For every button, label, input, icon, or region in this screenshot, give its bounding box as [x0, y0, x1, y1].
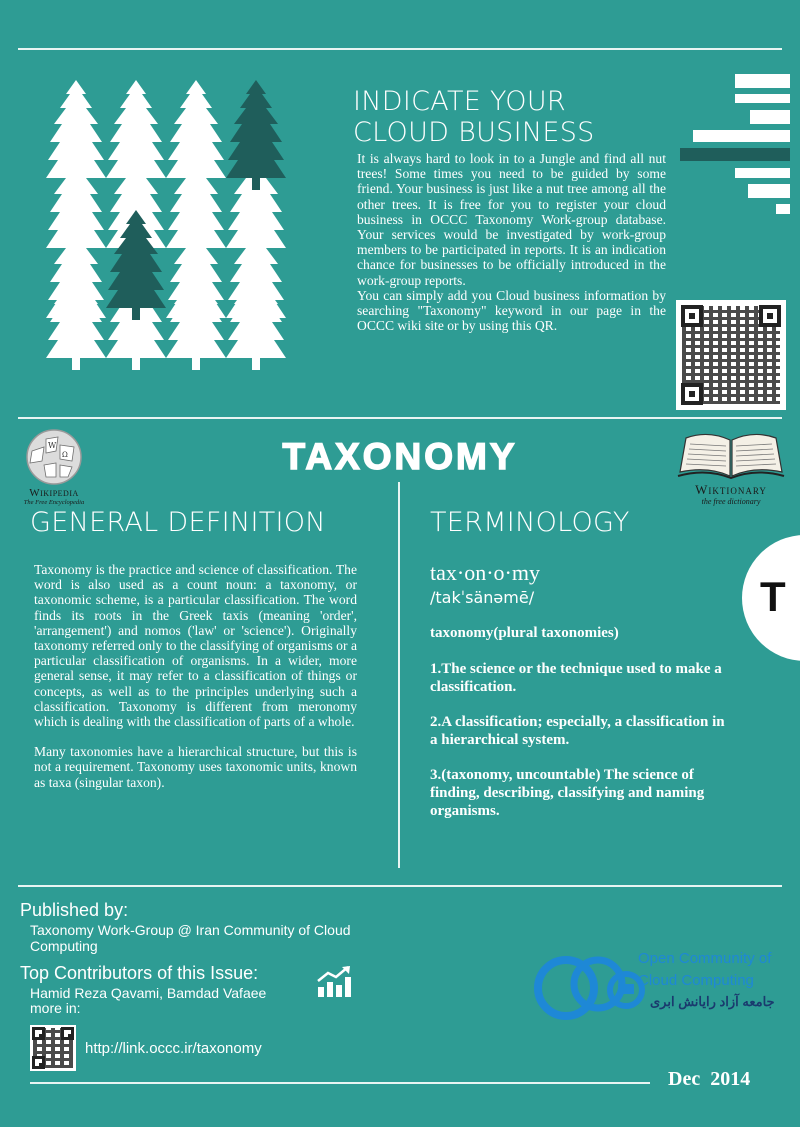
terminology-pronunciation: /takˈsänəmē/ [430, 588, 535, 607]
footer-link[interactable]: http://link.occc.ir/taxonomy [85, 1040, 262, 1057]
header-title-line1: INDICATE YOUR [353, 86, 566, 117]
letter-badge-text: T [760, 573, 786, 620]
svg-text:W: W [48, 441, 57, 450]
terminology-definition-1: 1.The science or the technique used to make a classification. [430, 661, 722, 695]
terminology-definitions [430, 660, 730, 820]
contributors-value: Hamid Reza Qavami, Bamdad Vafaee [30, 985, 267, 1001]
terminology-heading: TERMINOLOGY [430, 507, 630, 538]
intro-paragraph-1: It is always hard to look in to a Jungle and find all nut trees! Some times you need to be guided by some friend. Your business is just like a nut tree among all the other trees. It is free for you to register your cloud business in OCCC Taxonomy Work-group database. Your services would be investigated by work-group members to be participated in reports. It is an indication chance for businesses to be officially introduced in the work-group reports. [357, 151, 666, 288]
definition-heading: GENERAL DEFINITION [30, 507, 326, 538]
wikipedia-globe-icon [22, 427, 86, 487]
section-title: TAXONOMY [282, 436, 518, 477]
top-divider [18, 48, 782, 50]
published-label: Published by: [20, 900, 129, 920]
issue-date: Dec 2014 [668, 1068, 751, 1090]
contributors-label: Top Contributors of this Issue: [20, 963, 259, 983]
occc-logo-line2: Cloud Computing [638, 972, 754, 989]
wikipedia-name: Wikipedia [29, 487, 79, 499]
intro-paragraph-2: You can simply add you Cloud business information by searching "Taxonomy" keyword in our page in the OCCC wiki site or by using this QR. [357, 287, 666, 334]
svg-text:Ω: Ω [62, 451, 68, 459]
terminology-definition-2: 2.A classification; especially, a classification in a hierarchical system. [430, 714, 725, 748]
growth-chart-icon [316, 965, 354, 999]
definition-paragraph-2: Many taxonomies have a hierarchical structure, but this is not a requirement. Taxonomy uses taxonomic units, known as taxa (singular taxon). [34, 744, 357, 790]
wikipedia-tagline: The Free Encyclopedia [23, 499, 85, 506]
more-in-label: more in: [30, 1000, 81, 1016]
open-book-icon [676, 428, 786, 480]
terminology-word: tax·on·o·my [430, 560, 540, 585]
occc-logo-icon [532, 942, 648, 1022]
wiktionary-name: Wiktionary [695, 482, 767, 497]
column-divider [398, 482, 400, 868]
header-intro [357, 151, 666, 333]
bottom-divider [18, 885, 782, 887]
date-divider [30, 1082, 650, 1084]
header-qr-code[interactable] [676, 300, 786, 410]
letter-badge [742, 535, 800, 661]
middle-divider [18, 417, 782, 419]
occc-logo-persian: جامعه آزاد رایانش ابری [650, 994, 775, 1009]
terminology-plural: taxonomy(plural taxonomies) [430, 625, 619, 641]
definition-body [34, 562, 357, 790]
wiktionary-tagline: the free dictionary [701, 497, 761, 506]
header-title-line2: CLOUD BUSINESS [353, 117, 595, 148]
occc-logo-line1: Open Community of [638, 950, 772, 967]
footer-qr-code[interactable] [30, 1025, 76, 1071]
wikipedia-logo[interactable] [18, 427, 90, 511]
definition-paragraph-1: Taxonomy is the practice and science of classification. The word is also used as a count noun: a taxonomy, or taxonomic scheme, is a particular classification. The word finds its roots in the Greek taxis (meaning 'order', 'arrangement') and nomos ('law' or 'science'). Originally taxonomy referred only to the classifying of organisms or a particular classification of organisms. In a wider, more general sense, it may refer to a classification of things or concepts, as well as to the principles underlying such a classification. Taxonomy is different from meronomy which is dealing with the classification of parts of a whole. [34, 562, 357, 730]
header-title [353, 86, 595, 148]
terminology-definition-3: 3.(taxonomy, uncountable) The science of finding, describing, classifying and naming organisms. [430, 767, 705, 819]
forest-illustration [40, 80, 300, 370]
wiktionary-logo[interactable] [676, 428, 786, 510]
published-value: Taxonomy Work-Group @ Iran Community of Cloud Computing [30, 922, 351, 954]
